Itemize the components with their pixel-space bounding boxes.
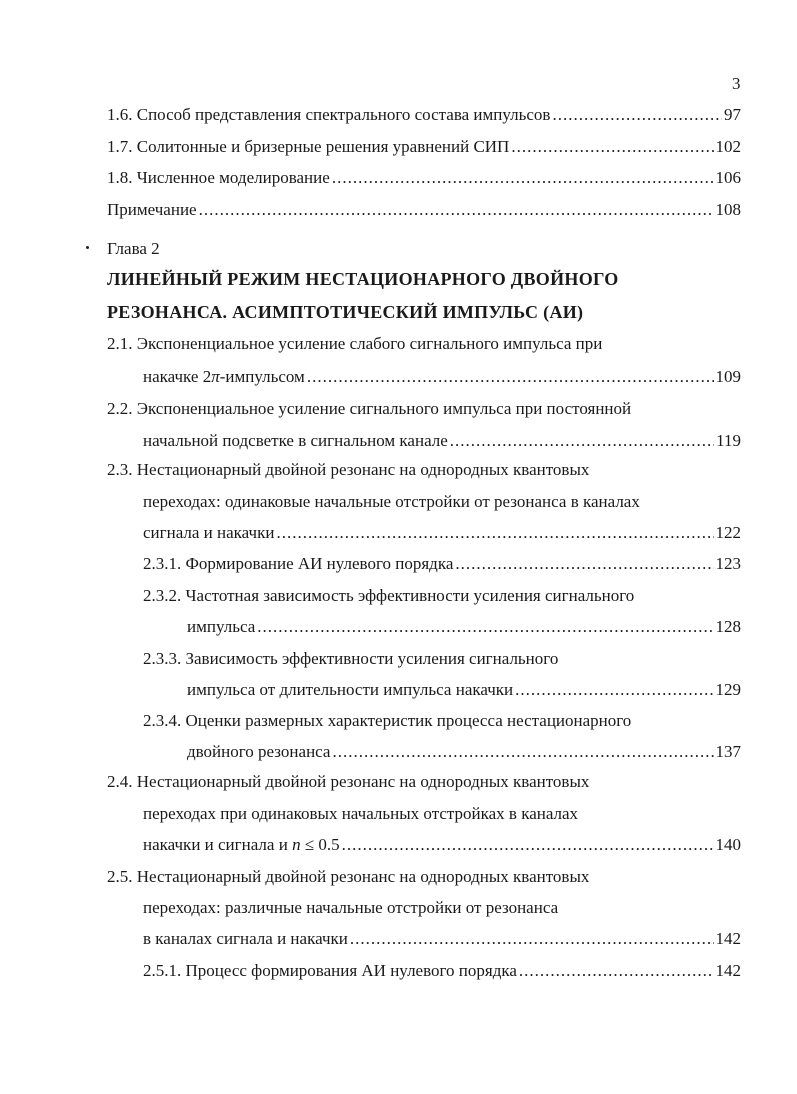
toc-entry-text: двойного резонанса: [187, 742, 331, 761]
toc-entry-2-3-2-line-1: 2.3.2. Частотная зависимость эффективности усиления сигнального: [143, 586, 635, 605]
leader-dots: [552, 104, 722, 126]
chapter-title-line-2: РЕЗОНАНСА. АСИМПТОТИЧЕСКИЙ ИМПУЛЬС (АИ): [107, 302, 584, 322]
toc-entry-2-3: [143, 522, 741, 544]
toc-entry-text: 1.6. Способ представления спектрального состава импульсов: [107, 105, 551, 124]
toc-entry-2-2-line-1: 2.2. Экспоненциальное усиление сигнального импульса при постоянной: [107, 399, 632, 418]
toc-entry-2-3-1: [143, 553, 741, 575]
toc-entry-2-2: [143, 430, 741, 452]
toc-entry-2-3-3-line-1: 2.3.3. Зависимость эффективности усиления сигнального: [143, 649, 559, 668]
toc-entry-page: 142: [715, 929, 741, 948]
toc-entry-page: 128: [715, 617, 741, 636]
toc-entry-2-4: [143, 834, 741, 856]
toc-entry-page: 140: [715, 835, 741, 854]
toc-entry-text: сигнала и накачки: [143, 523, 275, 542]
toc-entry-page: 122: [715, 523, 741, 542]
leader-dots: [332, 167, 714, 189]
toc-entry-page: 108: [715, 200, 741, 219]
toc-entry-text: накачке 2π-импульсом: [143, 367, 305, 386]
toc-entry-2-1-line-1: 2.1. Экспоненциальное усиление слабого сигнального импульса при: [107, 334, 603, 353]
toc-entry-text: 2.5.1. Процесс формирования АИ нулевого порядка: [143, 961, 517, 980]
leader-dots: [257, 616, 713, 638]
chapter-title-line-1: ЛИНЕЙНЫЙ РЕЖИМ НЕСТАЦИОНАРНОГО ДВОЙНОГО: [107, 269, 619, 289]
leader-dots: [342, 834, 714, 856]
toc-entry-page: 129: [715, 680, 741, 699]
toc-entry-2-5-line-2: переходах: различные начальные отстройки от резонанса: [143, 898, 559, 917]
toc-entry-text: 1.7. Солитонные и бризерные решения уравнений СИП: [107, 137, 510, 156]
toc-entry-text: 1.8. Численное моделирование: [107, 168, 330, 187]
scan-speck: [86, 246, 89, 249]
toc-entry-2-5-line-1: 2.5. Нестационарный двойной резонанс на однородных квантовых: [107, 867, 590, 886]
toc-entry-page: 109: [715, 367, 741, 386]
toc-entry-page: 123: [715, 554, 741, 573]
leader-dots: [332, 741, 713, 763]
toc-entry-text: накачки и сигнала и n ≤ 0.5: [143, 835, 340, 854]
toc-entry-text: Примечание: [107, 200, 197, 219]
toc-entry-2-3-3: [187, 679, 741, 701]
leader-dots: [511, 136, 713, 158]
toc-entry-2-3-4-line-1: 2.3.4. Оценки размерных характеристик процесса нестационарного: [143, 711, 632, 730]
toc-entry-2-3-line-2: переходах: одинаковые начальные отстройки от резонанса в каналах: [143, 492, 640, 511]
toc-entry-1-7: [107, 136, 741, 158]
toc-entry-2-1: [143, 366, 741, 388]
toc-entry-2-3-4: [187, 741, 741, 763]
toc-entry-page: 137: [715, 742, 741, 761]
toc-entry-1-8: [107, 167, 741, 189]
leader-dots: [307, 366, 714, 388]
leader-dots: [450, 430, 714, 452]
toc-entry-text: импульса: [187, 617, 256, 636]
toc-entry-note: [107, 199, 741, 221]
toc-entry-text: в каналах сигнала и накачки: [143, 929, 348, 948]
toc-entry-text: 2.3.1. Формирование АИ нулевого порядка: [143, 554, 454, 573]
leader-dots: [455, 553, 713, 575]
toc-entry-2-3-line-1: 2.3. Нестационарный двойной резонанс на однородных квантовых: [107, 460, 590, 479]
leader-dots: [276, 522, 713, 544]
chapter-label: Глава 2: [107, 239, 160, 258]
leader-dots: [519, 960, 714, 982]
toc-entry-2-3-2: [187, 616, 741, 638]
toc-entry-2-4-line-2: переходах при одинаковых начальных отстройках в каналах: [143, 804, 579, 823]
toc-entry-2-5: [143, 928, 741, 950]
toc-entry-2-4-line-1: 2.4. Нестационарный двойной резонанс на однородных квантовых: [107, 772, 590, 791]
toc-entry-text: импульса от длительности импульса накачки: [187, 680, 514, 699]
toc-entry-page: 119: [716, 431, 741, 450]
leader-dots: [350, 928, 714, 950]
leader-dots: [199, 199, 714, 221]
leader-dots: [515, 679, 713, 701]
toc-entry-page: 97: [724, 105, 741, 124]
toc-entry-2-5-1: [143, 960, 741, 982]
toc-entry-page: 106: [715, 168, 741, 187]
page-number: 3: [732, 74, 741, 93]
toc-entry-page: 102: [715, 137, 741, 156]
toc-entry-page: 142: [715, 961, 741, 980]
toc-entry-text: начальной подсветке в сигнальном канале: [143, 431, 448, 450]
toc-entry-1-6: [107, 104, 741, 126]
